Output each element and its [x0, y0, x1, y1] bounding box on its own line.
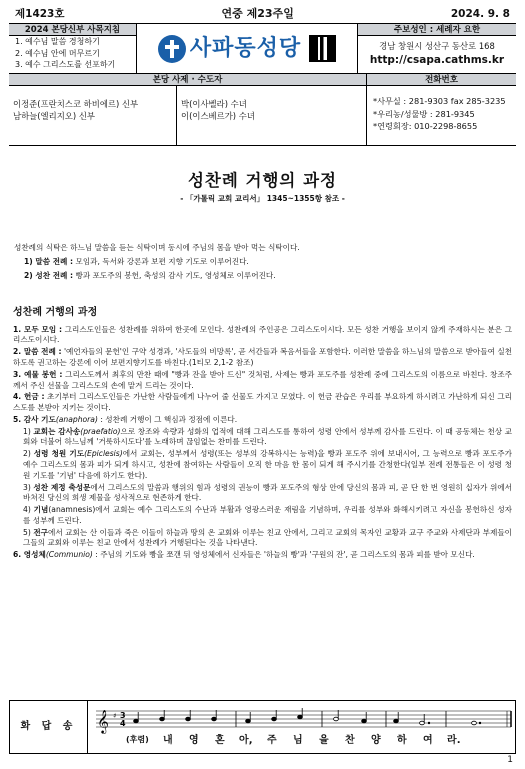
church-address: 경남 창원시 성산구 동산로 168: [379, 41, 495, 51]
step: 4. 헌금 : 초기부터 그리스도인들은 가난한 사람들에게 나누어 줄 선물도 가지고 모였다. 이 헌금 관습은 우리를 부요하게 하시려고 가난하게 되신 그리스도를 본받아 지키는 것이다.: [13, 392, 513, 413]
clergy-title: 본당 사제 · 수도자: [9, 74, 366, 86]
church-info: [358, 24, 516, 73]
intro-text: 성찬례의 식탁은 하느님 말씀을 듣는 식탁이며 동시에 주님의 몸을 받아 먹는 식탁이다.: [14, 243, 300, 253]
goal-item: 1. 예수님 말씀 경청하기: [15, 37, 100, 46]
issue-date: 2024. 9. 8: [450, 8, 510, 21]
music-staff-icon: [96, 706, 516, 736]
sub-step: 5) 전구에서 교회는 산 이들과 죽은 이들이 하늘과 땅의 온 교회와 이루는 친교 안에서, 그리고 교회의 목자인 교황과 교구 주교와 사제단과 부제들이 그들의 교회와 이루는 친교 안에서 성찬례가 거행된다는 것을 나타낸다.: [23, 527, 512, 548]
sub-step: 4) 기념(anamnesis)에서 교회는 예수 그리스도의 수난과 부활과 영광스러운 재림을 기념하며, 우리를 성부와 화해시키려고 자신을 봉헌하신 성자를 성부께 드린다.: [23, 505, 512, 525]
sister-name: 박(이사벨라) 수녀: [181, 99, 247, 109]
header: [9, 24, 516, 74]
sub-step: 2) 성령 청원 기도(Epiclesis)에서 교회는, 성부께서 성령(또는 성부의 강복하시는 능력)을 빵과 포도주 위에 보내시어, 그 능력으로 빵과 포도주가 예수 그리스도의 몸과 피가 되게 하시고, 성찬에 참여하는 사람들이 오직 한 마음 한 몸이 되게 해 주시기를 간청한다(일부 전례 전통들은 이 성령 청원 기도를 '기념' 다음에 하기도 한다).: [23, 449, 512, 480]
qr-code-icon[interactable]: [309, 35, 336, 62]
step: 6. 영성체(Communio) : 주님의 기도와 빵을 쪼갠 뒤 영성체에서 신자들은 '하늘의 빵'과 '구원의 잔', 곧 그리스도의 몸과 피를 받아 모신다.: [13, 550, 475, 560]
article-title: 성찬례 거행의 과정: [187, 171, 337, 190]
goals-title: 2024 본당신부 사목지침: [9, 24, 136, 36]
staff-section: [9, 74, 516, 146]
svg-text:𝄞: 𝄞: [97, 709, 109, 733]
step: 5. 감사 기도(anaphora) : 성찬례 거행이 그 핵심과 정점에 이른다.: [13, 414, 238, 424]
priest-name: 이정준(프란치스코 하비에르) 신부: [13, 99, 139, 109]
svg-text:♯: ♯: [113, 712, 117, 720]
svg-text:4: 4: [120, 719, 126, 728]
issue-number: 제1423호: [15, 8, 65, 21]
contact-line: *우리농/성물방 : 281-9345: [373, 108, 475, 119]
cross-logo-icon: [158, 35, 186, 63]
step: 1. 모두 모임 : 그리스도인들은 성찬례를 위하여 한곳에 모인다. 성찬례의 주인공은 그리스도이시다. 모든 성찬 거행을 보이지 않게 주재하시는 분은 그리스도이시다.: [13, 324, 513, 345]
step: 2. 말씀 전례 : '예언자들의 문헌'인 구약 성경과, '사도들의 비망록', 곧 서간들과 복음서들을 포함한다. 이러한 말씀을 하느님의 말씀으로 받아들여 실천하도록 권고하는 강론에 이어 보편지향기도를 바친다.(1티모 2,1-2 참조): [13, 347, 513, 367]
liturgical-week: 연중 제23주일: [221, 7, 294, 21]
top-bar: [9, 8, 516, 24]
page-number: 1: [507, 755, 513, 765]
sub-step: 1) 교회는 감사송(praefatio)으로 창조와 속량과 성화의 업적에 대해 그리스도를 통하여 성령 안에서 성부께 감사를 드린다. 이 때 공동체는 천상 교회와 더불어 하느님께 '거룩하시도다'를 노래하며 끊임없는 찬미를 드린다.: [23, 426, 512, 447]
section-title: 성찬례 거행의 과정: [13, 307, 98, 319]
refrain-label: (후렴): [126, 735, 149, 744]
psalm-score: [88, 701, 515, 753]
contact-box: [367, 74, 516, 145]
goal-item: 3. 예수 그리스도를 선포하기: [15, 60, 116, 69]
church-url[interactable]: http://csapa.cathms.kr: [369, 53, 505, 66]
intro-item: 2) 성찬 전례 : 빵과 포도주의 봉헌, 축성의 감사 기도, 영성체로 이루어진다.: [24, 270, 276, 280]
intro-item: 1) 말씀 전례 : 모임과, 독서와 강론과 보편 지향 기도로 이루어진다.: [24, 256, 249, 266]
psalm-label: 화 답 송: [10, 701, 88, 753]
article-subtitle: - 「가톨릭 교회 교리서」 1345~1355항 참조 -: [180, 194, 345, 204]
step: 3. 예물 봉헌 : 그리스도께서 최후의 만찬 때에 "빵과 잔을 받아 드신" 것처럼, 사제는 빵과 포도주를 성찬례 중에 그리스도의 이름으로 바친다. 창조주께서 주신 선물을 그리스도의 손에 맡겨 드리는 것이다.: [13, 369, 512, 390]
responsorial-psalm: [9, 700, 516, 754]
patron-saint: 주보성인 : 세례자 요한: [358, 24, 516, 36]
article-intro: [9, 243, 516, 281]
contact-line: *연령회장: 010-2298-8655: [373, 121, 478, 131]
church-name: 사파동성당: [189, 35, 302, 61]
sub-step: 3) 성찬 제정 축성문에서 그리스도의 말씀과 행위의 힘과 성령의 권능이 빵과 포도주의 형상 안에 당신의 몸과 피, 곧 단 한 번 영원히 십자가 위에서 바쳐진 당신의 희생 제물을 성사적으로 현존하게 한다.: [23, 482, 512, 503]
sister-list: [177, 86, 366, 145]
svg-text:3: 3: [120, 711, 126, 720]
goal-item: 2. 예수님 안에 머무르기: [15, 48, 100, 58]
sister-name: 이(이스베르가) 수녀: [181, 111, 255, 121]
clergy-box: [9, 74, 367, 145]
contact-title: 전화번호: [367, 74, 516, 86]
psalm-lyrics: (후렴) 내 영 혼 아, 주 님 을 찬 양 하 여 라.: [126, 734, 467, 748]
contact-line: *사무실 : 281-9303 fax 285-3235: [373, 96, 506, 106]
priest-name: 남하늘(엘리지오) 신부: [13, 111, 96, 121]
article-body: [9, 325, 516, 561]
church-logo: [137, 24, 358, 73]
priest-list: [9, 86, 177, 145]
pastoral-goals: [9, 24, 137, 73]
